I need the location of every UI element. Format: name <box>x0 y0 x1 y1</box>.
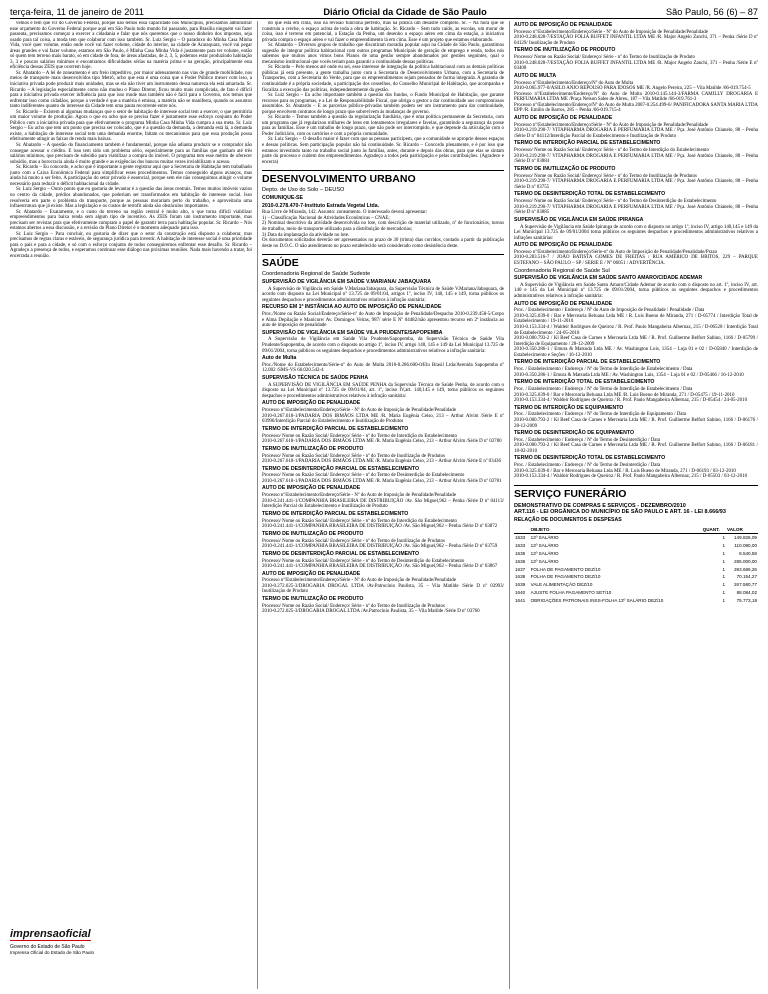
entry-heading: AUTO DE IMPOSIÇÃO DE PENALIDADE <box>514 300 613 307</box>
supervision-heading: SUPERVISÃO DE VIGILÂNCIA EM SAÚDE IPIRANGA <box>514 216 644 223</box>
article-paragraph: Sr. Luiz Sergio – O desafio maior é fazer com que as pessoas participem, que a comunidade se aproprie desses espaços e dessas políticas. Sem participação popular não há continuidade. Sr. Ricardo – Concordo plenamente, e é por isso que estamos investindo tanto no trabalho social junto às famílias, antes, durante e depois das obras, para que elas se sintam parte do processo e cuidem dos empreendimentos. Agradeço a todos pela participação e pelas contribuições. (Agradece e encerra) <box>262 137 504 165</box>
table-cell: 1 <box>722 566 726 572</box>
article-paragraph: Sr. Ricardo – Eu concordo, e acho que é importante a gente registrar aqui que a Secretaria de Habitação tem trabalhado junto com a Caixa Econômica Federal para simplificar esses procedimentos. Temos conseguido alguns avanços, mas ainda há muito a ser feito. A participação do setor privado é essencial, porque sem ele não conseguimos atingir o volume necessário para reduzir o déficit habitacional da cidade. <box>10 165 252 187</box>
entry-text: Processo/ Nome ou Razão Social/ Endereço/ Série - nº do Termo de Interdição do Estabelecimento <box>262 433 457 439</box>
logo-subtitle: Governo do Estado de São Paulo <box>10 944 85 950</box>
entry-text: Processo/ Nome ou Razão Social/ Endereço/ Série - nº do Termo de Desinterdição do Estabelecimento <box>262 558 465 564</box>
article-paragraph: Sr. Luiz Sergio – Outro ponto que eu gostaria de levantar é a questão das áreas centrais. Temos muitos imóveis vazios no centro da cidade, prédios abandonados, que poderiam ser transformados em habitação de interesse social. Isso resolveria em parte o problema do transporte, porque as pessoas morariam perto do trabalho, e aproveitaria uma infraestrutura que já existe. Mas a legislação e os custos de retrofit ainda são obstáculos importantes. <box>10 187 252 210</box>
entry-text: 2010-0.065.977-0/ASILO ANJO REPOUSO PARA IDOSOS ME /R. Angelo Pereira, 225 – Vila Matilde /66-019.754-5 <box>514 86 751 92</box>
supervision-heading: SUPERVISÃO DE VIGILÂNCIA EM SAÚDE VILA PRUDENTE/SAPOPEMBA <box>262 329 443 336</box>
header-date: terça-feira, 11 de janeiro de 2011 <box>10 7 144 17</box>
comunique-text: Rua Livre de Miranda, 142. Assunto: zoneamento. O interessado deverá apresentar: <box>262 210 428 216</box>
table-cell: 13º SALÁRIO <box>530 535 559 541</box>
entry-text: 2010-0.000.793-2 / Kl Beef Casa de Carnes e Mercearia Ltda ME / R. Prof. Guilherme Belfort Sabino, 1166 / D-05799 / Interdição de Equipamento / 28-12-2009 <box>514 336 758 347</box>
entry-text: Proc. / Estabelecimento / Endereço / Nº do Termo de Interdição de Equipamento / Data <box>514 412 687 418</box>
entry-text: 2010-0.325.039-0 / Bar e Mercearia Beluana Ltda ME /R. Luis Bueno de Miranda, 271 / D-05475 / 19-11-2010 <box>514 392 735 398</box>
comunique-text: 3) Data da implantação da atividade no lote. <box>262 232 350 238</box>
table-cell: 88.084,02 <box>736 589 757 595</box>
article-paragraph: Sr. Luiz Sergio – Para concluir, eu gostaria de dizer que o setor da construção está disposto a colaborar, mas precisamos de regras claras e estáveis, de segurança jurídica para investir. A habitação de interesse social é uma prioridade para o país e para a cidade, e só com o esforço conjunto de todos conseguiremos enfrentar esse desafio. Sr. Ricardo – Agradeço a presença de todos, e esperamos continuar esse diálogo nas próximas reuniões. Nada mais havendo a tratar, foi encerrada a reunião. <box>10 231 252 259</box>
entry-text: Processo nº/Estabelecimento/Endereço/Série - Nº do Auto de Imposição de Penalidade/Penalidade <box>262 493 457 499</box>
table-cell: VALE ALIMENTAÇÃO DEZ/10 <box>530 582 593 588</box>
table-row <box>514 597 758 605</box>
entry-text: 2010-0.219.290-7/ VITAPHARMA DROGARIA E PERFUMARIA LTDA ME / Pça. José Antônio Chianelo, 88 – Penha /Série D nº 03884 <box>514 153 758 165</box>
entry-text: Processo/ Nome ou Razão Social/ Endereço/ Série - nº do Termo de Inutilização de Produtos <box>262 538 445 544</box>
comunique-text: 2) Nominal descritivo da atividade desenvolvida no lote, com descrição de material utilizado, nº de funcionários, turnos de trabalho, meio de transporte utilizado para a distribuição de mercadorias; <box>262 221 504 232</box>
table-cell: 1633 <box>515 535 526 541</box>
table-cell: 8.540,58 <box>739 550 757 556</box>
table-cell: 1633 <box>515 543 526 549</box>
entry-heading: TERMO DE INTERDIÇÃO PARCIAL DE ESTABELECIMENTO <box>514 140 661 147</box>
table-cell: 75.773,18 <box>736 597 757 603</box>
entry-heading: TERMO DE DESINTERDIÇÃO PARCIAL DE ESTABELECIMENTO <box>262 550 419 557</box>
entry-text: 2010-0.267.618-1/PADARIA DOS IRMÃOS LTDA ME /R. Maria Eugênia Celso, 213 – Arthur Alvim /Série E nº 03436 <box>262 459 501 465</box>
entry-text: Proc. / Estabelecimento / Endereço / Nº do Auto de Imposição de Penalidade / Penalidade / Data <box>514 308 705 314</box>
entry-text: Proc. / Estabelecimento / Endereço / Nº do Termo de Interdição de Estabelecimento / Data <box>514 386 693 392</box>
table-cell: AJUSTE FOLHA PAGAMENTO SET/10 <box>530 589 612 595</box>
entry-text: Processo nº/Estabelecimento/Endereço/Série - Nº do Auto de Imposição de Penalidade/Penalidade <box>262 578 457 584</box>
comunique-text: 1) – Classificação Nacional de Atividades Econômicas – CNAE; <box>262 215 390 221</box>
entry-heading: TERMO DE INTERDIÇÃO PARCIAL DE ESTABELECIMENTO <box>262 425 409 432</box>
auto-multa-heading: Auto de Multa <box>262 355 297 362</box>
supervision-heading: SUPERVISÃO TÉCNICA DE SAÚDE PENHA <box>262 374 369 381</box>
imprensa-oficial-logo <box>10 924 106 982</box>
entry-heading: TERMO DE INTERDIÇÃO PARCIAL DE ESTABELECIMENTO <box>262 510 409 517</box>
entry-heading: TERMO DE INTERDIÇÃO PARCIAL DE ESTABELECIMENTO <box>514 359 661 366</box>
entry-text: Processo nº/Estabelecimento/Endereço/Série - Nº do Auto de Imposição de Penalidade/Penalidade <box>262 408 457 414</box>
supervision-text: A Supervisão de Vigilância em Saúde Ipiranga de acordo com o disposto no artigo 1º, inciso IV, artigo 140,145 e 149 da Lei Municipal 13.725 de 09/01/2004 torna públicos os seguintes despachos e procedimentos administrativos relativos a infrações sanitárias: <box>514 224 758 241</box>
entry-heading: TERMO DE INUTILIZAÇÃO DE PRODUTO <box>262 445 364 452</box>
article-paragraph: Sr. Ricardo – Temos também a questão da regularização fundiária, que é uma política permanente da Secretaria, com um programa que já regularizou milhares de lotes em loteamentos irregulares e favelas, garantindo a segurança da posse para as famílias. Esse é um trabalho de longo prazo, que não pode ser interrompido, e que depende da articulação com o Poder Judiciário, com os cartórios e com a própria comunidade. <box>262 115 504 137</box>
section-subtitle: Depto. de Uso do Solo – DEUSO <box>262 187 345 194</box>
article-paragraph: Sr. Luiz Sergio – Eu acho importante também a questão dos fundos, o Fundo Municipal de Habitação, que garante recursos para os programas, e a Lei de Responsabilidade Fiscal, que obriga o gestor a dar continuidade aos compromissos assumidos. Sr. Abatardo – E as parcerias público-privadas também podem ser um instrumento para dar continuidade, porque envolvem contratos de longo prazo que sobrevivem às mudanças de governo. <box>262 93 504 115</box>
table-cell: 149.826,09 <box>734 535 757 541</box>
entry-text: Processo nº/Estabelecimento/Endereço/Nº do Auto de Multa 2010-0.145.144-3/FARMA CAMILLY DROGARIA E PERFUMARIA LTDA ME /Praça Nelson Sales de Abreu, 187 – Vila Matilde /66-019.761-3 <box>514 91 758 103</box>
table-cell: 1635 <box>515 550 526 556</box>
entry-text: Proc. / Estabelecimento / Endereço / Nº do Termo de Interdição de Estabelecimento / Data <box>514 367 693 373</box>
entry-text: Processo/ Nome ou Razão Social/ Endereço/ Série - nº do Termo de Interdição do Estabelecimento <box>262 518 457 524</box>
entry-heading: AUTO DE IMPOSIÇÃO DE PENALIDADE <box>262 570 361 577</box>
entry-text: 2010-0.219.290-7/ VITAPHARMA DROGARIA E PERFUMARIA LTDA ME / Pça. José Antônio Chianelo, 88 – Penha /Série D nº 03885 <box>514 204 758 216</box>
table-cell: 1 <box>722 589 726 595</box>
entry-heading: TERMO DE INUTILIZAÇÃO DE PRODUTO <box>514 165 616 172</box>
entry-text: 2010-0.267.618-1/PADARIA DOS IRMÃOS LTDA ME /R. Maria Eugênia Celso, 213 – Arthur Alvim /Série D nº 03780 <box>262 439 502 445</box>
supervision-text: A Supervisão de Vigilância em Saúde V.Mariana/Jabaquara, da Supervisão Técnica de Saúde V.Mariana/Jabaquara, de acordo com disposto na Lei Municipal nº 13.725 de 09/01/04, artigos 1º, inciso IV, 140, 145 e 149, torna públicos os seguintes despachos e procedimentos administrativos relativos à infração sanitária: <box>262 286 504 303</box>
table-cell: 13º SALÁRIO <box>530 550 559 556</box>
table-row <box>514 566 758 574</box>
table-cell: 1637 <box>515 566 526 572</box>
entry-text: 2010-0.325.039-0 / Bar e Mercearia Beluana Ltda ME / R. Luis Bueno de Miranda, 271 / D-06193 / 03-12-2010 <box>514 468 736 474</box>
table-header-cell: OBJETO <box>530 526 702 534</box>
entry-text: 2010-0.267.618-1/PADARIA DOS IRMÃOS LTDA ME /R. Maria Eugênia Celso, 213 – Arthur Alvim /Série E nº 03996/Interdição Parcial do Estabelecimento e Inutilização de Produtos <box>262 413 504 425</box>
entry-text: 2010-0.000.793-2 / Kl Beef Casa de Carnes e Mercearia Ltda ME / R. Prof. Guilherme Belfort Sabino, 1166 / D-06181 / 18-02-2010 <box>514 443 758 454</box>
column-2 <box>262 21 504 991</box>
entry-text: 2010-0.153.334-4 / Waldeir Rodrigues de Queiroz / R. Prof. Paulo Mangabeira Albernaz, 215 / D-05454 / 24-05-2010 <box>514 398 748 404</box>
table-header-row <box>514 526 758 534</box>
article-paragraph: Sr. Ricardo – Existem aí algumas mudanças que o setor de habitação de interesse social tem a exercer, o que permitiria um maior volume de produção. Agora o que eu acho que se precisa fazer é justamente esse esforço conjunto do Poder Público com a iniciativa privada para que efetivamente o programa Minha Casa Minha Vida cumpra a sua meta. Sr. Luiz Sergio – Eu acho que tem um ponto que precisa ser colocado, que é a questão da demanda, a demanda está lá, a demanda existe, a habitação de interesse social tem uma demanda enorme, faltam os mecanismos para que essa produção possa efetivamente atingir as faixas de renda mais baixas. <box>10 109 252 143</box>
article-paragraph: Sr. Abatardo – A lei de zoneamento é um freio impeditivo, por maior adensamento nas vias de grande mobilidade, nos meios de transporte mais desenvolvidos tipo Metrô, acho que esta é uma coisa que o Poder Público mexer com isso, a iniciativa privada pode produzir mais unidades, mas se ela não tiver um instrumento dessa natureza ela está amarrada. Sr. Ricardo – A legislação especialmente como não mudou o Plano Diretor, ficou muito mais complicada, de fato é difícil para a iniciativa privada exercer influência para que isso mude mas também não é fácil para o Governo, nós temos que enfrentar isso como cidadãos, porque a verdade é que a matéria é emissa, a matéria não se manifesta, quando os assuntos tanto indiferentes quanto do interesse da Cidade tem uma pauta recorrente entre nós. <box>10 70 252 110</box>
table-header-cell <box>514 526 530 534</box>
supervision-heading: SUPERVISÃO DE VIGILÂNCIA EM SAÚDE SANTO AMARO/CIDADE ADEMAR <box>514 275 703 282</box>
entry-text: 2010-0.241.441-1/COMPANHIA BRASILEIRA DE DISTRIBUIÇÃO /Av. São Miguel,962 – Penha /Série D nº 04113/ Interdição Parcial do Estabelecimento e Inutilização de Produto <box>262 498 504 510</box>
entry-text: 2010-0.248.028-7/ESTAÇÃO FOLIA BUFFET INFANTIL LTDA ME /R. Major Angelo Zanchi, 371 – Penha /Série E nº 03408 <box>514 60 758 72</box>
demonstrativo-title: DEMONSTRATIVO DE COMPRAS E SERVIÇOS - DEZEMBRO/2010 <box>514 502 686 509</box>
table-cell: 1 <box>722 582 726 588</box>
entry-text: 2010-0.241.441-1/COMPANHIA BRASILEIRA DE DISTRIBUIÇÃO /Av. São Miguel,962 – Penha /Série D nº 03867 <box>262 564 498 570</box>
entry-text: 2010-0.000.793-2 / Kl Beef Casa de Carnes e Mercearia Ltda ME / R. Prof. Guilherme Belfort Sabino, 1166 / D-06176 / 28-12-2009 <box>514 417 758 429</box>
relacao-heading: RELAÇÃO DE DOCUMENTOS E DESPESAS <box>514 516 622 523</box>
auto-multa-text: Proc./Nome do Estabelecimento/Série-nº do Auto de Multa 2010-0.286.600-0/Elu Brasil Ltda/Avenida Sapopemba nº 12.002 /SMS-VS 66.020.542-4 <box>262 362 504 374</box>
entry-text: Processo nº/Estabelecimento/Endereço/Nº do Auto de Multa 2007-0.254.499-6/ PANIFICADORA SANTA MARIA LTDA EPP /R. Emílio de Barros, 285 – Penha /66-019.715-4 <box>514 102 758 114</box>
table-row <box>514 589 758 597</box>
table-cell: 1639 <box>515 582 526 588</box>
section-title-servico-funerario: SERVIÇO FUNERÁRIO <box>514 485 758 500</box>
article-paragraph: vemos e tem que vir do Governo Federal, porque não temos essa capacidade nos Municípios, precisamos administrar esse orçamento do Governo Federal porque aqui em São Paulo tudo mundo foi passando, para Brasília ninguém vai fazer passeata, precisamos começar a exercer a cidadania e falar que nós queremos que o nosso dinheiro dos impostos, seja usado para tal coisa, a moda tem que colaborar com isso também. Sr. Luiz Sergio – O paradoxo do Minha Casa Minha Vida, você quer volume, então onde você vai fazer volume, cidade do interior, na cidade de Araraquara, você vai pegar áreas grandes e vai fazer volume, estamos em São Paulo, é Minha Casa Minha Vida é justamente para ter volume, então só quem tem terreno mais barato, só em cidade de fora, de áreas afastadas, de 2, 3, 5, podemos estar produzindo habitação 3, 3 e poucos salários mínimos e encontramos dificuldades sérias na matéria prima e na geração, principalmente esta eficiência dessas ZEIS que ocorrem hoje. <box>10 21 252 71</box>
entry-heading: TERMO DE INUTILIZAÇÃO DE PRODUTO <box>262 530 364 537</box>
table-header-cell: VALOR <box>726 526 758 534</box>
table-header-cell: QUANT. <box>702 526 726 534</box>
entry-heading: AUTO DE IMPOSIÇÃO DE PENALIDADE <box>262 400 361 407</box>
article-paragraph: Sr. Abatardo – A questão do financiamento também é fundamental, porque não adianta produzir se o comprador não consegue acessar o crédito. E isso tem sido um problema sério, especialmente para as famílias que ganham até três salários mínimos, que precisam de subsídio para viabilizar a compra do imóvel. O programa tem esse mérito de oferecer subsídio, mas a burocracia ainda é muito grande e as exigências dos bancos muitas vezes inviabilizam o acesso. <box>10 143 252 165</box>
section-title-saude: SAÚDE <box>262 254 504 269</box>
entry-text: Processo nº/Estabelecimento/Endereço/Série - Nº do Auto de Imposição de Penalidade/Penalidade <box>514 122 709 128</box>
entry-text: Proc. / Estabelecimento / Endereço / Nº do Termo de Desinterdição / Data <box>514 437 661 443</box>
column-separator <box>257 21 258 989</box>
table-cell: 393.686,26 <box>734 566 757 572</box>
table-cell: FOLHA DE PAGAMENTO DEZ/10 <box>530 574 601 580</box>
header-title: Diário Oficial da Cidade de São Paulo <box>323 7 487 17</box>
comunique-text: Os documentos solicitados deverão ser apresentados no prazo de 30 (trinta) dias corridos, contado a partir da publicação deste no D.O.C. O não atendimento no prazo estabelecido será considerado como desistência deste. <box>262 238 504 249</box>
table-cell: OBRIGAÇÕES PATRONAIS INSS-FOLHA 13º SALÁRIO DEZ/10 <box>530 597 664 603</box>
table-cell: 1 <box>722 550 726 556</box>
expenses-table <box>514 526 758 605</box>
entry-heading: AUTO DE IMPOSIÇÃO DE PENALIDADE <box>514 22 613 28</box>
logo-caption: Imprensa Oficial do Estado de São Paulo <box>10 950 95 955</box>
entry-heading: TERMO DE DESINTERDIÇÃO PARCIAL DE ESTABELECIMENTO <box>262 465 419 472</box>
table-row <box>514 573 758 581</box>
entry-text: Processo/ Nome ou Razão Social/ Endereço/ Série - nº do Termo de Inutilização de Produtos <box>262 453 445 459</box>
entry-heading: TERMO DE INUTILIZAÇÃO DE PRODUTO <box>262 596 364 603</box>
recurso-text: Proc./Nome ou Razão Social/Endereço/Série-nº do Auto de Imposição de Penalidade/Despacho 2010-0.239.458-5/Corpo e Alma Depilação e Manicure/ Av. Domingos Veiras, 987/ série E Nº 04482/não apresentou recurso em 2ª instância ao auto de imposição de penalidade <box>262 311 504 329</box>
table-cell: 1 <box>722 574 726 580</box>
entry-text: 2010-0.219.290-7/ VITAPHARMA DROGARIA E PERFUMARIA LTDA ME / Pça. José Antônio Chianelo, 88 – Penha /Série D nº 04112/Interdição Parcial do Estabelecimento e Inutilização de Produto <box>514 128 758 139</box>
entry-text: Proc. / Estabelecimento / Endereço / Nº do Termo de Desinterdição / Data <box>514 463 661 469</box>
section-title-desenvolvimento-urbano: DESENVOLVIMENTO URBANO <box>262 170 504 185</box>
article-paragraph: Sr. Abatardo – Diversos grupos de trabalho que discutiram moradia popular aqui na Cidade de São Paulo, garantimos sugestão de integrar política habitacional com outros programas Municipais de geração de emprego e renda, todos nós sabemos que muitos anos vimos bons Planos de uma gestão sempre abandonados por gestões seguintes, qual o mecanismo institucional que vocês teriam para garantir a continuidade dessas políticas. <box>262 43 504 65</box>
entry-heading: TERMO DE DESINTERDIÇÃO DE EQUIPAMENTO <box>514 430 634 437</box>
table-row <box>514 581 758 589</box>
entry-heading: TERMO DE INUTILIZAÇÃO DE PRODUTO <box>514 47 616 54</box>
entry-text: 2010-0.267.618-1/PADARIA DOS IRMÃOS LTDA ME /R. Maria Eugênia Celso, 213 – Arthur Alvim /Série D nº 03781 <box>262 478 502 484</box>
entry-heading: AUTO DE IMPOSIÇÃO DE PENALIDADE <box>514 114 613 121</box>
entry-text: Processo nº/Estabelecimento/Endereço/Nº do Auto de Multa <box>514 80 634 86</box>
entry-text: Processo nº/Estabelecimento/Endereço/Série - Nº do Auto de Imposição de Penalidade/Penalidade <box>514 29 709 35</box>
table-cell: 1636 <box>515 558 526 564</box>
entry-text: 2010-0.350.286-1 / Emura & Matsuda Ltda ME / Av. Washington Luis, 1354 – Loja 01 e 02 / D-05466 / 16-12-2010 <box>514 372 744 378</box>
entry-text: 2010-0.241.441-1/COMPANHIA BRASILEIRA DE DISTRIBUIÇÃO /Av. São Miguel,962 – Penha /Série D nº 03872 <box>262 524 498 530</box>
entry-heading: TERMO DE DESINTERDIÇÃO TOTAL DE ESTABELECIMENTO <box>514 455 666 462</box>
article-paragraph: do que está em cima, isso na revisão funciona perfeito, mas na prática um desastre completo. Sr. – Na hora que se construiu a creche, o espaço acima de toda a obra de habitação. Sr. Ricardo – Sem tudo caído, as escolas, um morar de coisa, isso é terreno em potencial, a Estação da Penha, um desenho o espaço aéreo em cima da estação, a iniciativa privada compra o espaço aéreo e vai fazer o empreendimento lá em cima. Esse é um projeto que estamos elaborando. <box>262 21 504 43</box>
entry-text: 2010-0.283.516-7 / JOÃO BATISTA GOMES DE FREITAS / RUA AMÉRICO DE BRITOS, 229 – PARQUE ESTEFANO – SÃO PAULO – SP / SERIE E / Nº 06051 / ADVERTÊNCIA. <box>514 255 758 267</box>
entry-heading: TERMO DE INTERDIÇÃO DE EQUIPAMENTO <box>514 404 624 411</box>
table-cell: 13º SALÁRIO <box>530 558 559 564</box>
entry-text: 2010-0.241.441-1/COMPANHIA BRASILEIRA DE DISTRIBUIÇÃO /Av. São Miguel,962 – Penha /Série D nº 03759 <box>262 544 498 550</box>
comunique-process: 2010-0.278.470-7-Instituto Estrada Vegetal Ltda. <box>262 202 380 209</box>
table-cell: 1 <box>722 597 726 603</box>
article-reference: ART.116 - LEI ORGÂNICA DO MUNICÍPIO DE SÃO PAULO E ART. 16 - LEI 8.666/93 <box>514 509 726 516</box>
entry-text: Processo nº/Estabelecimento/Endereço/Série-nº do Auto de Imposição de Penalidade/Penalidade/Prazo <box>514 249 718 255</box>
page-header <box>10 3 758 17</box>
entry-text: Processo/ Nome ou Razão Social/ Endereço/ Série - nº do Termo de Inutilização de Produtos <box>514 173 697 179</box>
table-row <box>514 558 758 566</box>
entry-text: 2010-0.325.039-0 / Bar e Mercearia Beluana Ltda ME / R. Luis Bueno de Miranda, 271 / D-05774 / Interdição Total de Estabelecimento / 19-11-2010 <box>514 313 758 325</box>
entry-text: Processo/ Nome ou Razão Social/ Endereço/ Série - nº do Termo de Interdição do Estabelecimento <box>514 148 709 154</box>
entry-text: 2010-0.219.290-7/ VITAPHARMA DROGARIA E PERFUMARIA LTDA ME / Pça. José Antônio Chianelo, 88 – Penha /Série D nº 03755 <box>514 179 758 190</box>
article-paragraph: Sr. Abatardo – Exatamente, e o custo do terreno na região central é muito alto, o que torna difícil viabilizar empreendimentos para baixa renda sem algum tipo de incentivo. As ZEIS foram um instrumento importante, mas precisam ser revistas para que efetivamente cumpram o papel de garantir terra para habitação popular. Sr. Ricardo – Nós estamos abertos a essa discussão, e a revisão do Plano Diretor é o momento adequado para isso. <box>10 209 252 232</box>
header-rule <box>10 18 758 19</box>
table-row <box>514 550 758 558</box>
entry-text: Processo/ Nome ou Razão Social/ Endereço/ Série - nº do Termo de Desinterdição do Estabelecimento <box>514 199 717 205</box>
table-cell: 1 <box>722 535 726 541</box>
table-cell: 110.080,00 <box>734 543 757 549</box>
entry-heading: AUTO DE IMPOSIÇÃO DE PENALIDADE <box>262 485 361 492</box>
entry-heading: AUTO DE IMPOSIÇÃO DE PENALIDADE <box>514 242 613 249</box>
entry-heading: TERMO DE DESINTERDIÇÃO TOTAL DE ESTABELECIMENTO <box>514 191 666 198</box>
column-separator <box>509 21 510 989</box>
comunique-heading: COMUNIQUE-SE <box>262 194 303 201</box>
entry-text: 2010-0.272.025-3/DROGARIA DROGAL LTDA /Av.Patrocínio Paulista, 35 – Vila Matilde /Série D nº 03993/ Inutilização de Produto <box>262 583 504 595</box>
entry-text: Processo/ Nome ou Razão Social/ Endereço/ Série - nº do Termo de Inutilização de Produto <box>514 55 695 61</box>
supervision-text: A SUPERVISÃO DE VIGILÂNCIA EM SAÚDE PENHA da Supervisão Técnica de Saúde Penha, de acordo com o disposto na Lei Municipal nº 13.725 de 09/01/04, art. 1º, inciso IV,art. 140,145 e 149, torna públicos os seguintes despachos e procedimentos administrativos relativos à infração sanitária: <box>262 382 504 399</box>
column-1 <box>10 21 252 919</box>
table-cell: 13º SALÁRIO <box>530 543 559 549</box>
entry-text: Processo/ Nome ou Razão Social/ Endereço/ Série - nº do Termo de Inutilização de Produtos <box>262 603 445 609</box>
table-row <box>514 542 758 550</box>
table-row <box>514 534 758 542</box>
section-subtitle: Coordenadoria Regional de Saúde Sul <box>514 267 610 274</box>
entry-text: 2010-0.350.286-1 / Emura & Matsuda Ltda ME / Av. Washington Luis, 1354 – Loja 01 e 02 / D-05840 / Interdição de Estabelecimento e Seções / 16-12-2010 <box>514 347 758 358</box>
logo-wordmark: imprensaoficial <box>10 928 91 940</box>
header-issue: São Paulo, 56 (6) – 87 <box>666 7 758 17</box>
article-paragraph: Sr. Ricardo – Pelo menos até onde eu sei, esse interesse de integração da política habitacional com as demais políticas públicas já está presente, a gente trabalha junto com a Secretaria de Desenvolvimento Urbano, com a Secretaria de Transportes, com a Secretaria do Verde, para que os empreendimentos sejam pensados de forma integrada. A garantia de continuidade é a própria sociedade, a participação dos conselhos, do Conselho Municipal de Habitação, que acompanha e fiscaliza a execução das políticas, independentemente da gestão. <box>262 65 504 93</box>
supervision-text: A Supervisão de Vigilância em Saúde Vila Prudente/Sapopemba, da Supervisão Técnica de Saúde Vila Prudente/Sapopemba, de acordo com o disposto no artigo 1º, inciso IV, artigo 140, 145 e 149 da Lei Municipal 13.725 de 09/01/2004, torna públicos os seguintes despachos e procedimentos administrativos relativos a infração sanitária: <box>262 337 504 354</box>
table-cell: 1641 <box>515 597 526 603</box>
entry-text: 2010-0.272.025-3/DROGARIA DROGAL LTDA /Av.Patrocínio Paulista, 35 – Vila Matilde /Série D nº 03760 <box>262 609 480 615</box>
table-cell: 1 <box>722 558 726 564</box>
table-cell: 1 <box>722 543 726 549</box>
column-3 <box>514 21 758 991</box>
entry-text: 2010-0.153.334-4 / Waldeir Rodrigues de Queiroz / R. Prof. Paulo Mangabeira Albernaz, 215 / D-06528 / Interdição Total de Estabelecimento / 24-05-2010 <box>514 325 758 336</box>
entry-text: 2010-0.153.334-4 / Waldeir Rodrigues de Queiroz / R. Prof. Paulo Mangabeira Albernaz, 215 / D-05503 / 03-12-2010 <box>514 474 748 480</box>
entry-heading: TERMO DE INTERDIÇÃO TOTAL DE ESTABELECIMENTO <box>514 379 655 386</box>
table-cell: FOLHA DE PAGAMENTO DEZ/10 <box>530 566 601 572</box>
table-cell: 1638 <box>515 574 526 580</box>
table-cell: 70.154,27 <box>736 574 757 580</box>
section-subtitle: Coordenadoria Regional de Saúde Sudeste <box>262 271 371 278</box>
supervision-heading: SUPERVISÃO DE VIGILÂNCIA EM SAÚDE V.MARIANA/ JABAQUARA <box>262 278 431 285</box>
entry-text: 2010-0.248.028-7/ESTAÇÃO FOLIA BUFFET INFANTIL LTDA ME /R. Major Angelo Zanchi, 371 – Penha /Série D nº 04129/ Inutilização de Produto <box>514 35 758 46</box>
entry-text: Processo/ Nome ou Razão Social/ Endereço/ Série - nº do Termo de Desinterdição do Estabelecimento <box>262 473 465 479</box>
recurso-heading: RECURSO EM 1ª INSTÂNCIA AO AUTO DE IMPOSIÇÃO DE PENALIDADE <box>262 304 442 311</box>
table-cell: 1640 <box>515 589 526 595</box>
entry-heading: AUTO DE MULTA <box>514 72 557 79</box>
supervision-text: A Supervisão de Vigilância em Saúde Santo Amaro/Cidade Ademar de acordo com o disposto no art. 1º, inciso IV, art. 140 e 145 da Lei Municipal nº 13.725 de 09/01/2004, torna públicos os seguintes despachos e procedimentos administrativos relativos à infração sanitária: <box>514 282 758 300</box>
table-cell: 285.000,00 <box>734 558 757 564</box>
table-cell: 267.580,77 <box>734 582 757 588</box>
